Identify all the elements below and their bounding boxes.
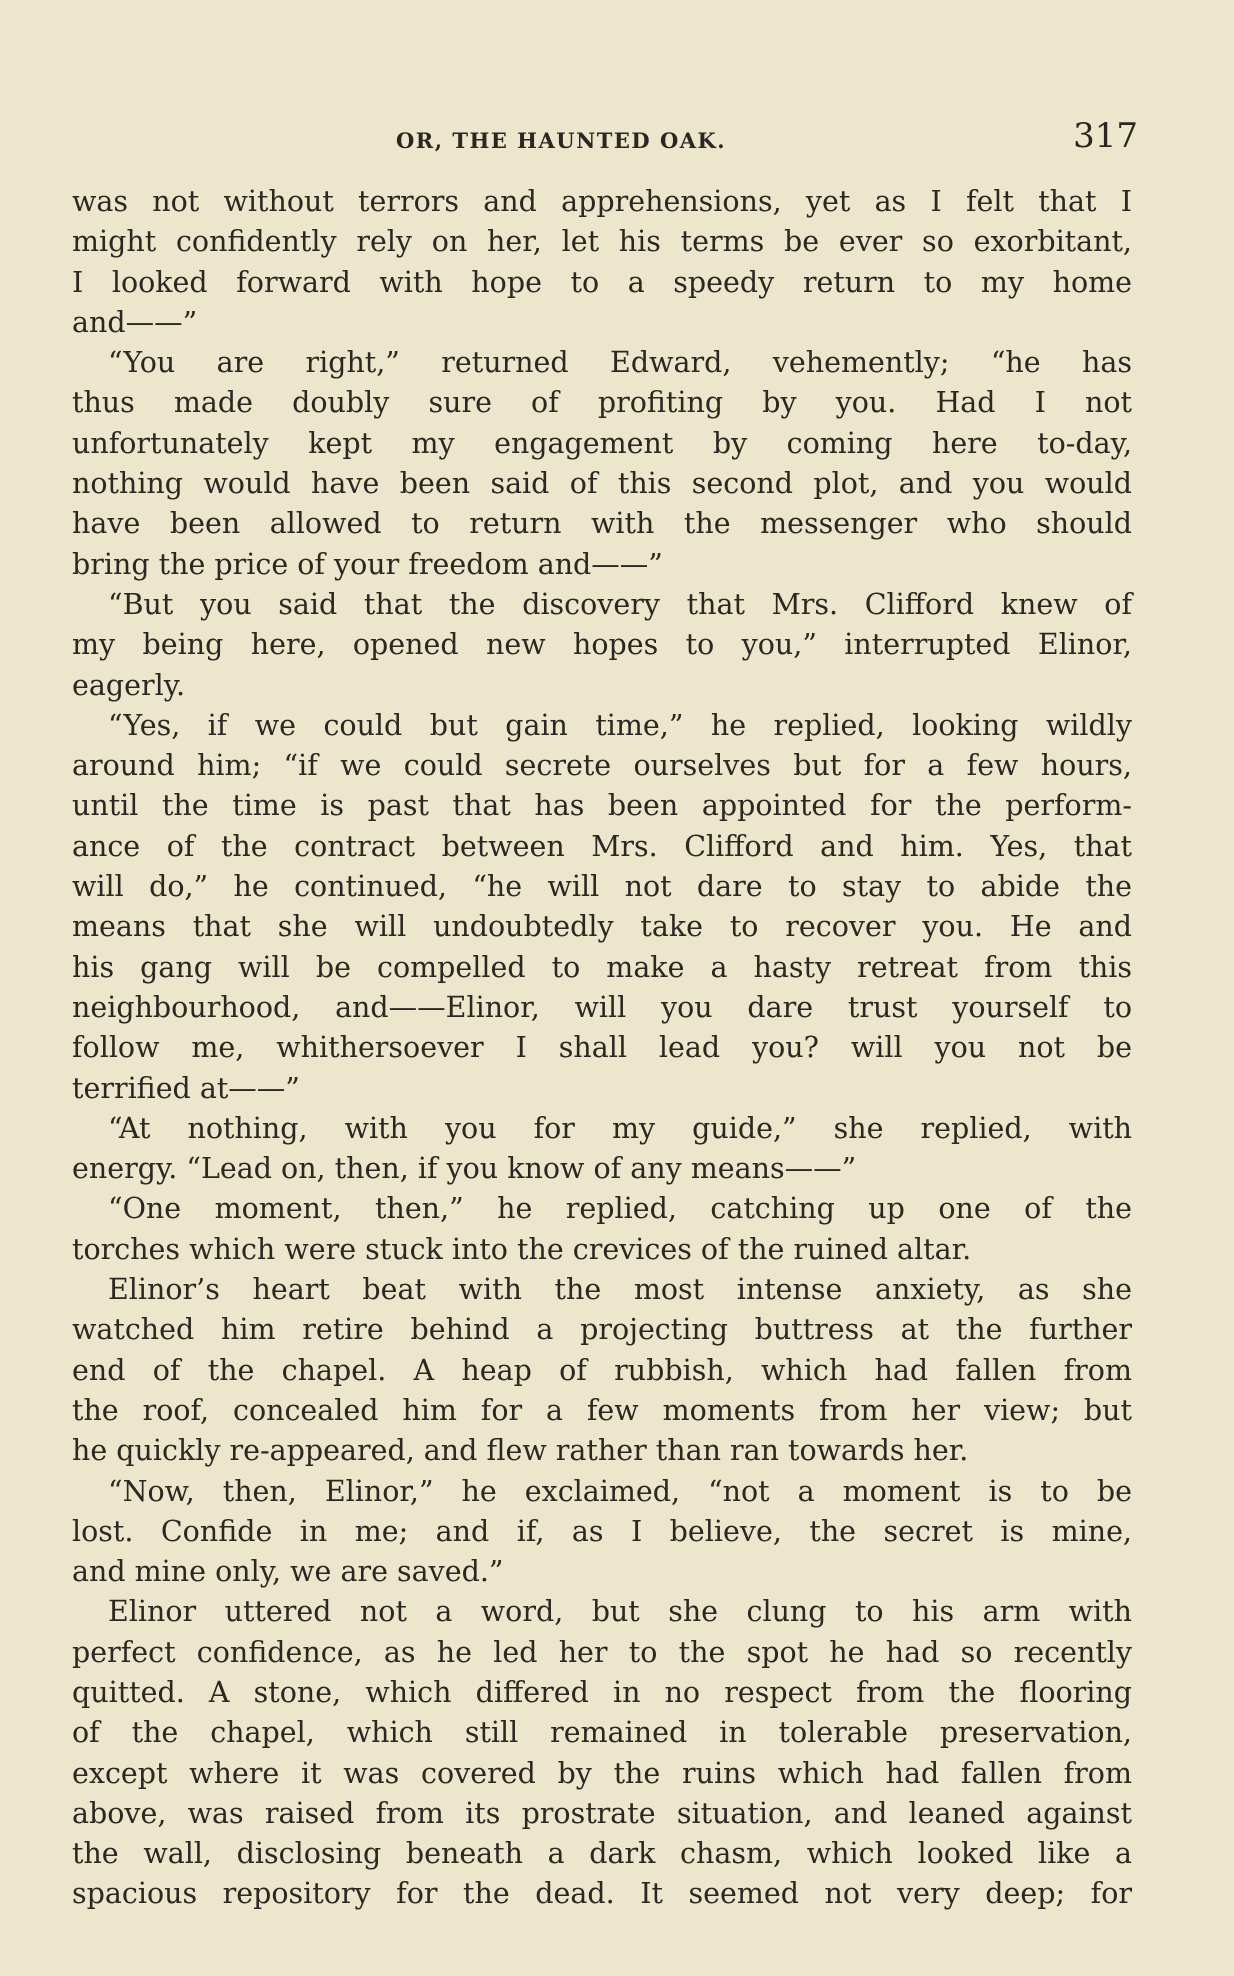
page-header [66,112,1138,168]
text-line: eagerly. [72,668,186,702]
text-line: energy. “Lead on, then, if you know of any means——” [72,1152,857,1186]
text-line: of the chapel, which still remained in tolerable preservation, [72,1716,1132,1750]
running-title: OR, THE HAUNTED OAK. [396,128,727,153]
text-line: above, was raised from its prostrate situation, and leaned against [72,1796,1132,1830]
text-line: was not without terrors and apprehensions, yet as I felt that I [72,185,1132,218]
text-line: terrified at——” [72,1071,300,1105]
text-line: neighbourhood, and——Elinor, will you dare trust yourself to [72,990,1132,1024]
text-line: torches which were stuck into the crevices of the ruined altar. [72,1232,972,1266]
text-line: his gang will be compelled to make a hasty retreat from this [72,950,1132,984]
text-line: “But you said that the discovery that Mrs. Clifford knew of [108,587,1132,621]
text-line: “You are right,” returned Edward, vehemently; “he has [108,346,1132,380]
text-line: he quickly re-appeared, and flew rather than ran towards her. [72,1434,969,1468]
text-line: might confidently rely on her, let his terms be ever so exorbitant, [72,225,1132,259]
text-line: “One moment, then,” he replied, catching up one of the [108,1192,1132,1226]
text-line: lost. Confide in me; and if, as I believe, the secret is mine, [72,1514,1132,1548]
text-line: the wall, disclosing beneath a dark chasm, which looked like a [72,1837,1132,1871]
text-line: and——” [72,305,198,339]
text-line: “At nothing, with you for my guide,” she replied, with [108,1111,1132,1145]
text-line: watched him retire behind a projecting buttress at the further [72,1313,1132,1347]
text-line: I looked forward with hope to a speedy return to my home [72,265,1132,299]
text-line: ance of the contract between Mrs. Clifford and him. Yes, that [72,829,1132,863]
text-line: will do,” he continued, “he will not dare to stay to abide the [72,870,1132,904]
page-number: 317 [1073,116,1138,156]
text-line: until the time is past that has been appointed for the perform- [72,789,1132,823]
text-line: “Yes, if we could but gain time,” he replied, looking wildly [108,708,1132,742]
text-line: “Now, then, Elinor,” he exclaimed, “not a moment is to be [108,1474,1132,1508]
text-line: have been allowed to return with the messenger who should [72,507,1132,541]
text-line: and mine only, we are saved.” [72,1555,504,1589]
text-line: unfortunately kept my engagement by coming here to-day, [72,426,1132,460]
text-line: my being here, opened new hopes to you,” interrupted Elinor, [72,628,1132,662]
text-line: thus made doubly sure of profiting by you. Had I not [72,386,1132,420]
text-line: Elinor’s heart beat with the most intense anxiety, as she [108,1273,1132,1307]
text-line: end of the chapel. A heap of rubbish, which had fallen from [72,1353,1132,1387]
text-line: follow me, whithersoever I shall lead you? will you not be [72,1031,1132,1065]
text-line: quitted. A stone, which differed in no respect from the flooring [72,1675,1132,1709]
text-line: the roof, concealed him for a few moments from her view; but [72,1393,1132,1427]
text-line: except where it was covered by the ruins which had fallen from [72,1756,1132,1790]
text-line: spacious repository for the dead. It seemed not very deep; for [72,1877,1132,1911]
text-line: bring the price of your freedom and——” [72,547,663,581]
body-text [72,182,1132,1915]
text-line: Elinor uttered not a word, but she clung to his arm with [108,1595,1132,1629]
text-line: means that she will undoubtedly take to recover you. He and [72,910,1132,944]
text-line: perfect confidence, as he led her to the spot he had so recently [72,1635,1132,1669]
text-line: nothing would have been said of this second plot, and you would [72,467,1132,501]
text-line: around him; “if we could secrete ourselves but for a few hours, [72,749,1132,783]
